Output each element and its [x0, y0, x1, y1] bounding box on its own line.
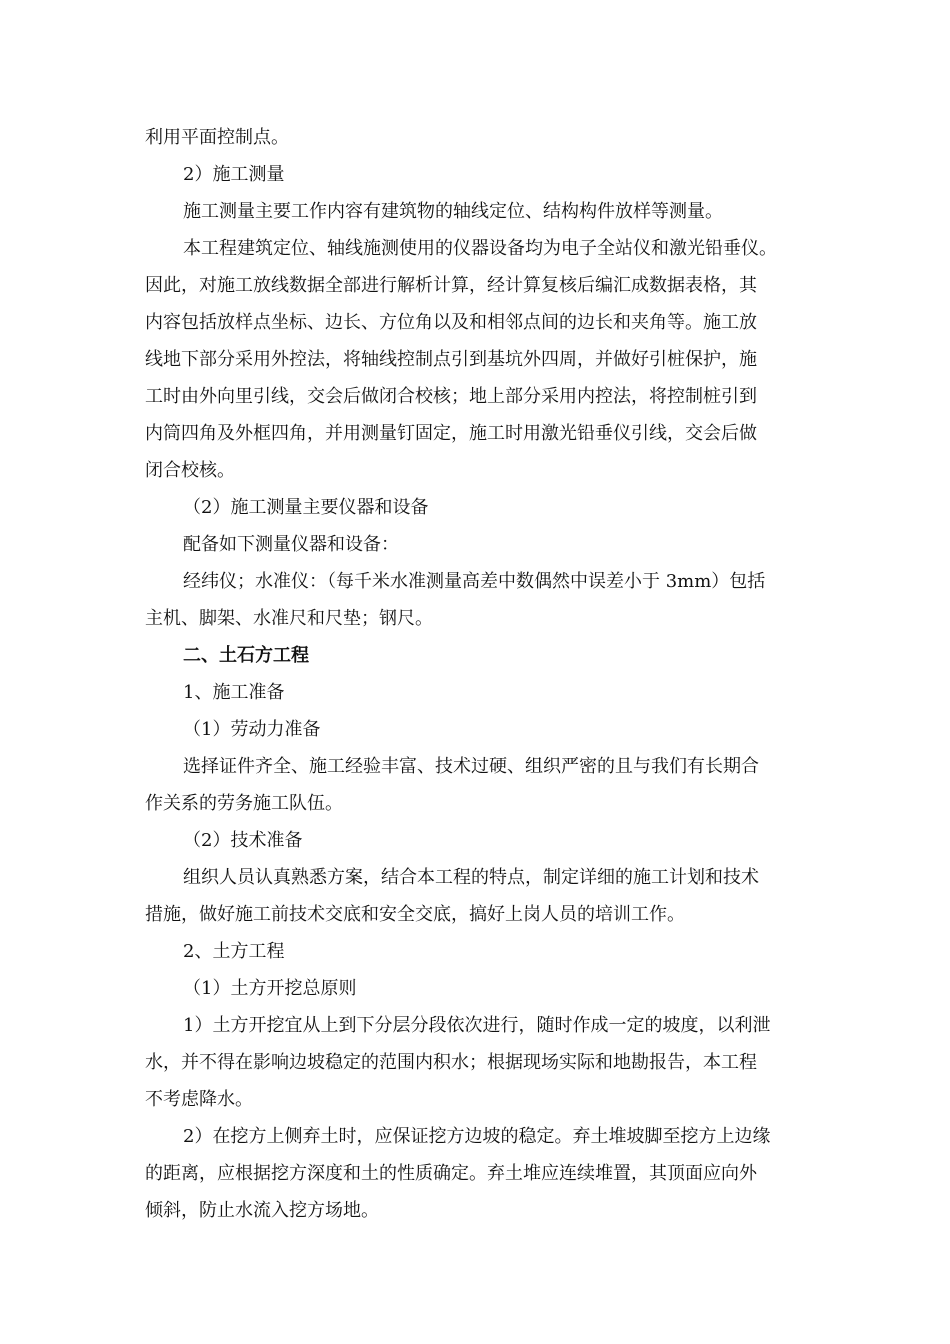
paragraph	[145, 563, 810, 637]
text-line: 二、土石方工程	[183, 645, 309, 666]
subheading-technical-preparation	[145, 822, 810, 859]
paragraph	[145, 748, 810, 822]
text-line: （1）劳动力准备	[183, 719, 321, 740]
text-line: 不考虑降水。	[145, 1089, 253, 1110]
text-line: 选择证件齐全、施工经验丰富、技术过硬、组织严密的且与我们有长期合	[183, 756, 759, 777]
paragraph	[145, 119, 810, 156]
text-line: 1）土方开挖宜从上到下分层分段依次进行，随时作成一定的坡度，以利泄	[183, 1015, 771, 1036]
document-body	[145, 119, 810, 1229]
text-line: 配备如下测量仪器和设备：	[183, 534, 399, 555]
text-line: （2）技术准备	[183, 830, 303, 851]
subheading-labor-preparation	[145, 711, 810, 748]
text-line: 组织人员认真熟悉方案，结合本工程的特点，制定详细的施工计划和技术	[183, 867, 759, 888]
text-line: 本工程建筑定位、轴线施测使用的仪器设备均为电子全站仪和激光铅垂仪。	[183, 238, 777, 259]
subheading-excavation-principles	[145, 970, 810, 1007]
paragraph	[145, 1118, 810, 1229]
text-line: 经纬仪；水准仪：（每千米水准测量高差中数偶然中误差小于 3mm）包括	[183, 571, 766, 592]
text-line: 2、土方工程	[183, 941, 285, 962]
text-line: 主机、脚架、水准尺和尺垫；钢尺。	[145, 608, 433, 629]
text-line: （1）土方开挖总原则	[183, 978, 357, 999]
text-line: 内容包括放样点坐标、边长、方位角以及和相邻点间的边长和夹角等。施工放	[145, 312, 757, 333]
subheading-instruments	[145, 489, 810, 526]
text-line: 水，并不得在影响边坡稳定的范围内积水；根据现场实际和地勘报告，本工程	[145, 1052, 757, 1073]
text-line: 内筒四角及外框四角，并用测量钉固定，施工时用激光铅垂仪引线，交会后做	[145, 423, 757, 444]
text-line: （2）施工测量主要仪器和设备	[183, 497, 429, 518]
paragraph	[145, 230, 810, 489]
paragraph	[145, 1007, 810, 1118]
text-line: 利用平面控制点。	[145, 127, 289, 148]
text-line: 线地下部分采用外控法，将轴线控制点引到基坑外四周，并做好引桩保护，施	[145, 349, 757, 370]
paragraph	[145, 193, 810, 230]
text-line: 1、施工准备	[183, 682, 285, 703]
text-line: 工时由外向里引线，交会后做闭合校核；地上部分采用内控法，将控制桩引到	[145, 386, 757, 407]
subheading-earthwork	[145, 933, 810, 970]
section-heading-earthwork	[145, 637, 810, 674]
subheading-preparation	[145, 674, 810, 711]
paragraph	[145, 859, 810, 933]
text-line: 施工测量主要工作内容有建筑物的轴线定位、结构构件放样等测量。	[183, 201, 723, 222]
text-line: 倾斜，防止水流入挖方场地。	[145, 1200, 379, 1221]
text-line: 2）施工测量	[183, 164, 285, 185]
text-line: 2）在挖方上侧弃土时，应保证挖方边坡的稳定。弃土堆坡脚至挖方上边缘	[183, 1126, 771, 1147]
text-line: 措施，做好施工前技术交底和安全交底，搞好上岗人员的培训工作。	[145, 904, 685, 925]
subheading-construction-survey	[145, 156, 810, 193]
text-line: 的距离，应根据挖方深度和土的性质确定。弃土堆应连续堆置，其顶面应向外	[145, 1163, 757, 1184]
text-line: 因此，对施工放线数据全部进行解析计算，经计算复核后编汇成数据表格，其	[145, 275, 757, 296]
paragraph	[145, 526, 810, 563]
text-line: 闭合校核。	[145, 460, 235, 481]
text-line: 作关系的劳务施工队伍。	[145, 793, 343, 814]
